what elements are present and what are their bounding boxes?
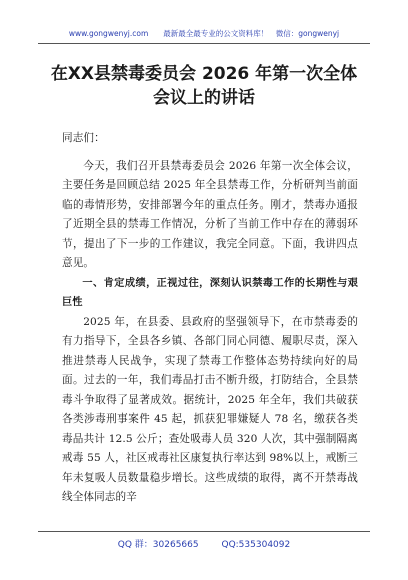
document-title [40, 62, 368, 110]
page-footer [38, 537, 370, 550]
document-body [62, 129, 358, 508]
paragraph-gap [62, 149, 358, 157]
salutation: 同志们： [62, 132, 105, 144]
title-line-2: 会议上的讲话 [153, 88, 255, 108]
footer-divider [38, 531, 370, 532]
page-header: www.gongwenyj.com 最新最全最专业的公文资料库！ 微信：gongwenyj [68, 29, 340, 38]
paragraph-intro: 今天，我们召开县禁毒委员会 2026 年第一次全体会议，主要任务是回顾总结 2025 年全县禁毒工作，分析研判当前面临的毒情形势，安排部署今年的重点任务。刚才，禁毒办通报了近期全县的禁毒工作情况，分析了当前工作中存在的薄弱环节，提出了下一步的工作建议，我完全同意。下面，我讲四点意见。 [62, 159, 358, 269]
header-divider [38, 43, 370, 44]
footer-qq: QQ:535304092 [221, 540, 291, 550]
footer-qq-group: QQ 群：30265665 [117, 540, 199, 550]
section-heading-1: 一、肯定成绩，正视过往，深刻认识禁毒工作的长期性与艰巨性 [62, 277, 358, 308]
title-line-1: 在XX县禁毒委员会 2026 年第一次全体 [50, 64, 358, 84]
paragraph-achievements: 2025 年，在县委、县政府的坚强领导下，在市禁毒委的有力指导下，全县各乡镇、各部门同心同德、履职尽责，深入推进禁毒人民战争，实现了禁毒工作整体态势持续向好的局面。过去的一年，我们毒品打击不断升级，打防结合，全县禁毒斗争取得了显著成效。据统计，2025 年全年，我们共破获各类涉毒刑事案件 45 起，抓获犯罪嫌疑人 78 名，缴获各类毒品共计 12.5 公斤；查处吸毒人员 320 人次，其中强制隔离戒毒 55 人，社区戒毒社区康复执行率达到 98%以上，戒断三年未复吸人员数量稳步增长。这些成绩的取得，离不开禁毒战线全体同志的辛 [62, 315, 358, 503]
